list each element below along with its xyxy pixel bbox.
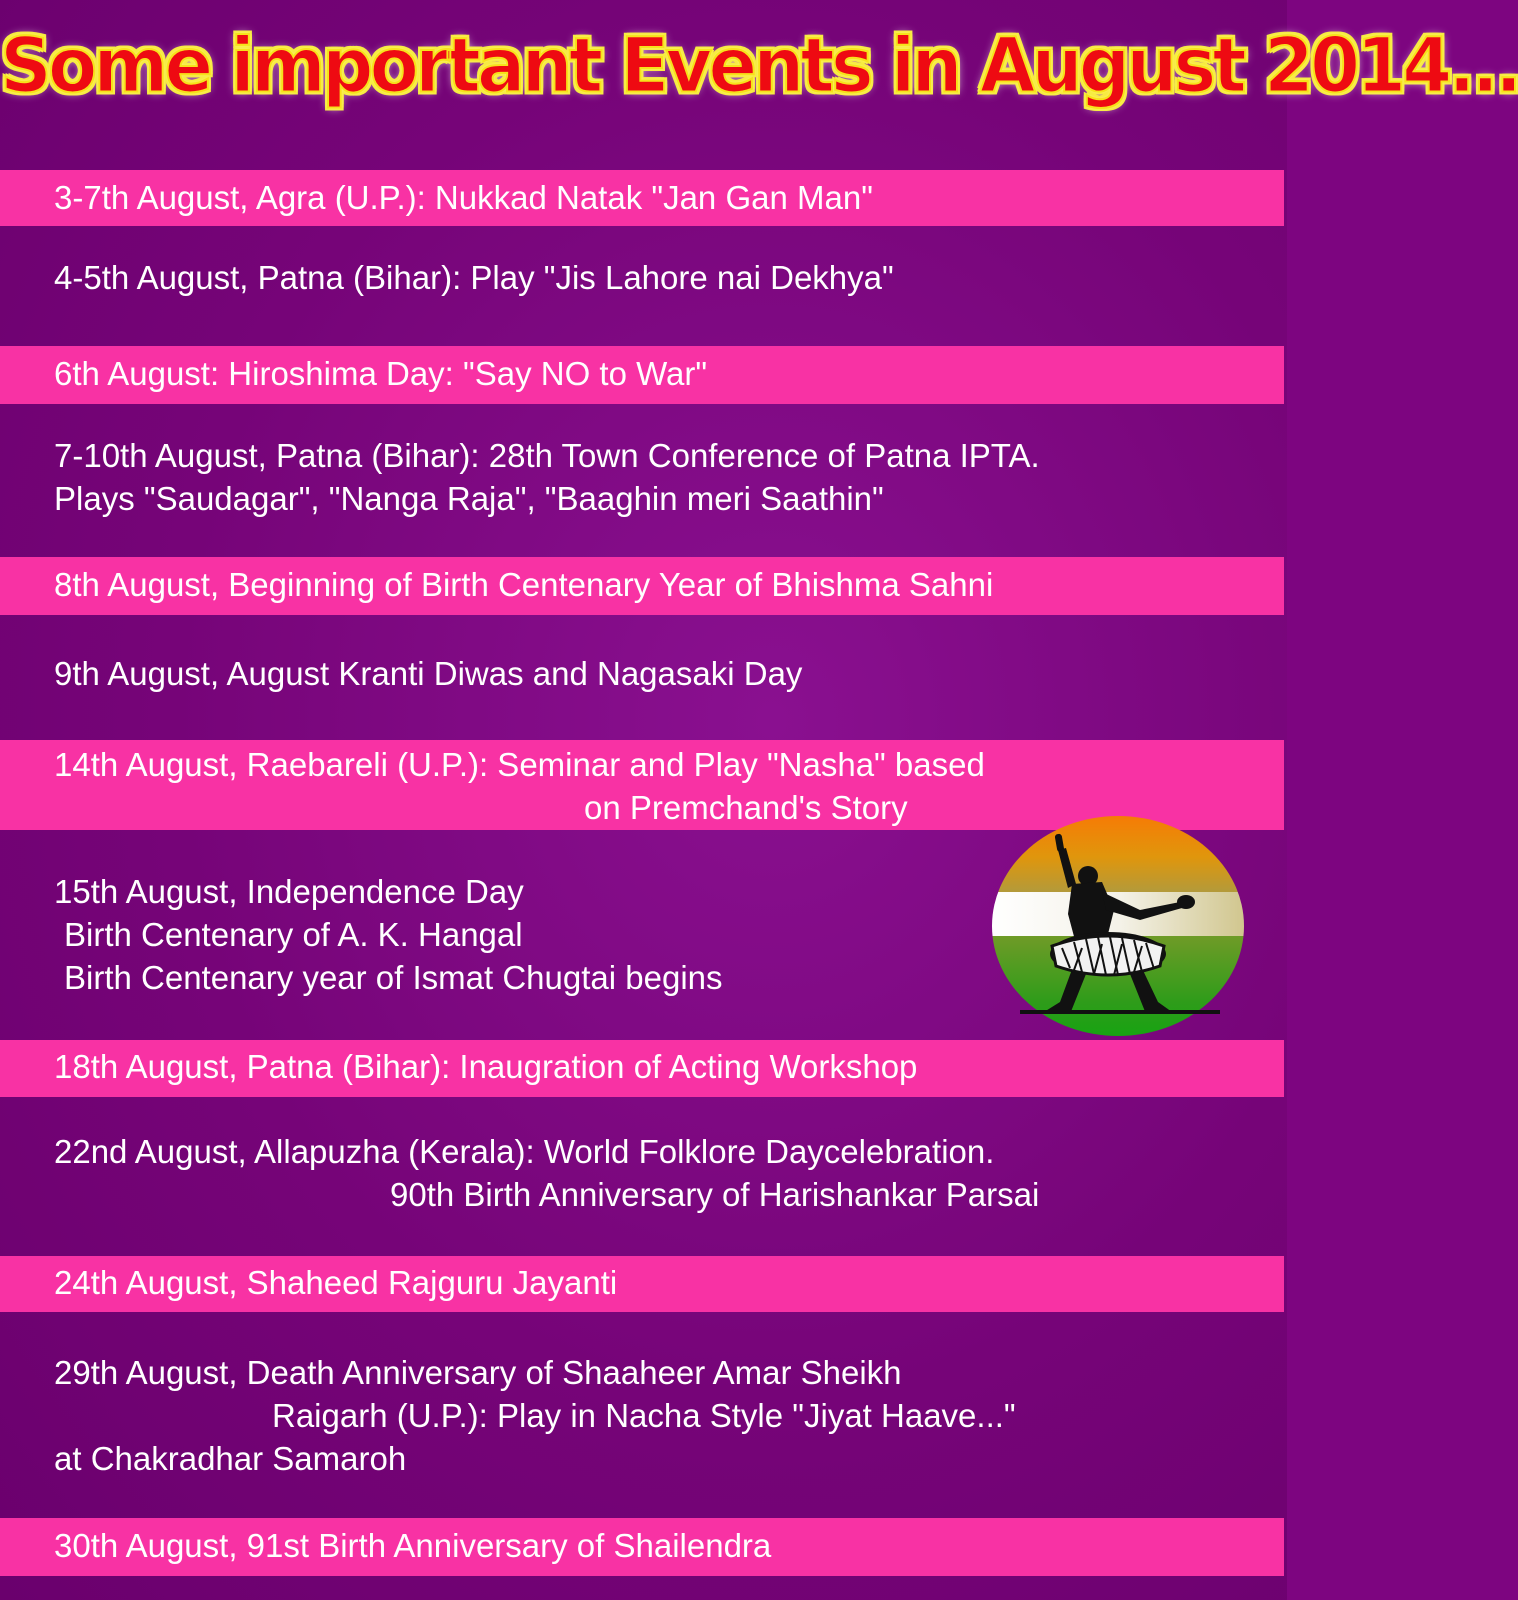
event-text: 7-10th August, Patna (Bihar): 28th Town Conference of Patna IPTA. <box>54 437 1040 474</box>
event-row <box>0 1256 1284 1312</box>
poster-title: Some important Events in August 2014... <box>0 20 1518 110</box>
event-text: Birth Centenary year of Ismat Chugtai begins <box>64 959 723 996</box>
event-text: Plays "Saudagar", "Nanga Raja", "Baaghin meri Saathin" <box>54 480 884 517</box>
event-text: 9th August, August Kranti Diwas and Nagasaki Day <box>54 655 803 692</box>
event-text: 29th August, Death Anniversary of Shaaheer Amar Sheikh <box>54 1354 902 1391</box>
event-row <box>0 1040 1284 1097</box>
event-text: at Chakradhar Samaroh <box>54 1440 407 1477</box>
event-row <box>0 1130 1287 1226</box>
event-text: 8th August, Beginning of Birth Centenary Year of Bhishma Sahni <box>54 566 994 603</box>
event-row <box>0 1518 1284 1576</box>
event-text: 90th Birth Anniversary of Harishankar Parsai <box>390 1176 1040 1213</box>
event-row <box>0 434 1287 530</box>
event-text: 30th August, 91st Birth Anniversary of Shailendra <box>54 1527 772 1564</box>
event-text: Birth Centenary of A. K. Hangal <box>64 916 523 953</box>
event-text: 15th August, Independence Day <box>54 873 524 910</box>
event-row <box>0 1351 1287 1486</box>
event-text: on Premchand's Story <box>584 789 908 826</box>
event-row <box>0 652 1287 708</box>
event-text: 18th August, Patna (Bihar): Inaugration of Acting Workshop <box>54 1048 918 1085</box>
event-text: 14th August, Raebareli (U.P.): Seminar and Play "Nasha" based <box>54 746 985 783</box>
event-text: 6th August: Hiroshima Day: "Say NO to War" <box>54 355 708 392</box>
event-row <box>0 557 1284 615</box>
event-text: 22nd August, Allapuzha (Kerala): World Folklore Daycelebration. <box>54 1133 995 1170</box>
ipta-drummer-logo-icon <box>990 814 1250 1044</box>
event-text: 24th August, Shaheed Rajguru Jayanti <box>54 1264 618 1301</box>
event-text: 4-5th August, Patna (Bihar): Play "Jis Lahore nai Dekhya" <box>54 259 894 296</box>
event-text: 3-7th August, Agra (U.P.): Nukkad Natak "Jan Gan Man" <box>54 179 873 216</box>
event-text: Raigarh (U.P.): Play in Nacha Style "Jiyat Haave..." <box>272 1397 1016 1434</box>
event-row <box>0 346 1284 404</box>
event-row <box>0 256 1287 312</box>
event-row <box>0 170 1284 226</box>
